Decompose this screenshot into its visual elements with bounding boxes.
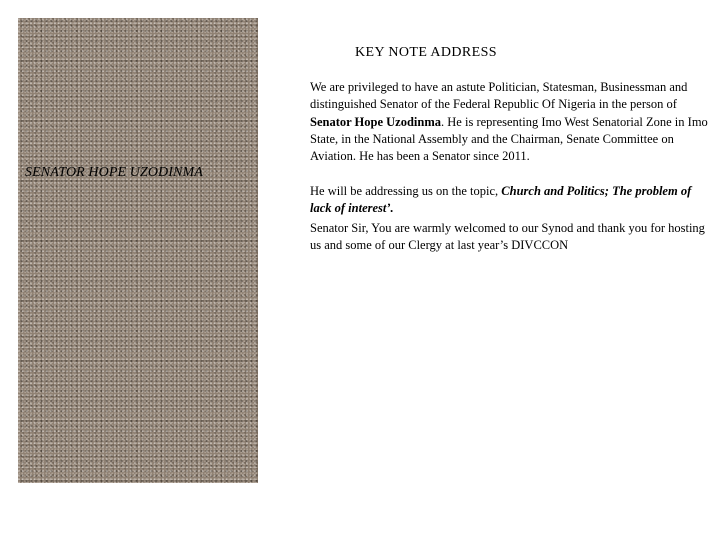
panel-senator-name: SENATOR HOPE UZODINMA bbox=[25, 165, 203, 180]
page-title: KEY NOTE ADDRESS bbox=[355, 45, 497, 60]
topic-title: Church and Politics; The problem of lack of interest’. bbox=[310, 184, 692, 216]
textured-side-panel bbox=[18, 18, 258, 483]
topic-lead-in: He will be addressing us on the topic, bbox=[310, 184, 502, 198]
intro-text-end: . He is representing Imo West Senatorial Zone in Imo State, in the National Assembly and the Chairman, Senate Committee on Aviation. He has been a Senator since 2011. bbox=[310, 114, 708, 164]
speaker-name: Senator Hope Uzodinma bbox=[310, 114, 442, 129]
topic-paragraph bbox=[310, 183, 710, 218]
intro-paragraph bbox=[310, 79, 710, 165]
intro-text-start: We are privileged to have an astute Politician, Statesman, Businessman and distinguished Senator of the Federal Republic Of Nigeria in the person of bbox=[310, 80, 688, 112]
welcome-paragraph: Senator Sir, You are warmly welcomed to our Synod and thank you for hosting us and some of our Clergy at last year’s DIVCCON bbox=[310, 221, 705, 253]
